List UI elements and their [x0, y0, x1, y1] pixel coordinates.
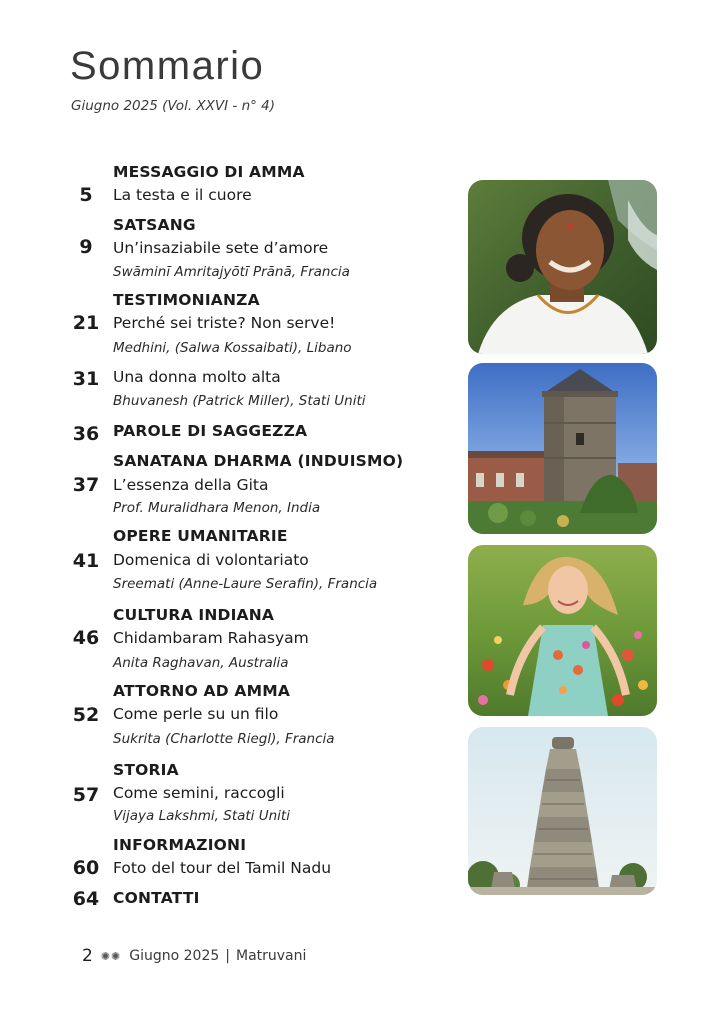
toc-section-title: MESSAGGIO DI AMMA	[113, 163, 305, 181]
toc-page-number: 9	[79, 236, 93, 258]
temple-gopuram-photo	[468, 727, 657, 895]
page-footer	[82, 946, 306, 966]
footer-magazine-name: Matruvani	[236, 948, 307, 964]
footer-date: Giugno 2025	[129, 948, 220, 964]
toc-article-title: Come semini, raccogli	[113, 784, 285, 802]
footer-separator: |	[225, 948, 230, 964]
footer-page-number: 2	[82, 946, 93, 966]
toc-author: Sreemati (Anne-Laure Serafin), Francia	[113, 576, 378, 592]
toc-article-title: Chidambaram Rahasyam	[113, 629, 309, 647]
toc-article-title: Domenica di volontariato	[113, 551, 309, 569]
toc-section-title: SATSANG	[113, 216, 196, 234]
toc-page-number: 64	[72, 888, 100, 910]
girl-in-flower-field-photo	[468, 545, 657, 716]
toc-section-title: TESTIMONIANZA	[113, 291, 260, 309]
toc-author: Bhuvanesh (Patrick Miller), Stati Uniti	[113, 393, 366, 409]
stone-tower-photo	[468, 363, 657, 534]
toc-page-number: 21	[72, 312, 100, 334]
toc-article-title: La testa e il cuore	[113, 186, 252, 204]
toc-section-title: STORIA	[113, 761, 179, 779]
toc-page-number: 36	[72, 423, 100, 445]
toc-article-title: Una donna molto alta	[113, 368, 281, 386]
toc-section-title: OPERE UMANITARIE	[113, 527, 288, 545]
toc-page-number: 46	[72, 627, 100, 649]
toc-section-title: PAROLE DI SAGGEZZA	[113, 422, 308, 440]
toc-article-title: Come perle su un filo	[113, 705, 279, 723]
toc-author: Swāminī Amritajyōtī Prānā, Francia	[113, 264, 350, 280]
toc-page-number: 5	[79, 184, 93, 206]
footer-ornament-icon: ✺✺	[100, 949, 122, 963]
toc-page-number: 52	[72, 704, 100, 726]
toc-article-title: Perché sei triste? Non serve!	[113, 314, 336, 332]
toc-page-number: 60	[72, 857, 100, 879]
toc-author: Anita Raghavan, Australia	[113, 655, 289, 671]
toc-section-title: CONTATTI	[113, 889, 200, 907]
toc-author: Sukrita (Charlotte Riegl), Francia	[113, 731, 335, 747]
page-title: Sommario	[70, 44, 265, 88]
toc-section-title: ATTORNO AD AMMA	[113, 682, 291, 700]
toc-page-number: 57	[72, 784, 100, 806]
toc-article-title: Un’insaziabile sete d’amore	[113, 239, 329, 257]
toc-section-title: INFORMAZIONI	[113, 836, 247, 854]
toc-page-number: 37	[72, 474, 100, 496]
toc-article-title: L’essenza della Gita	[113, 476, 269, 494]
toc-section-title: SANATANA DHARMA (INDUISMO)	[113, 452, 404, 470]
toc-author: Prof. Muralidhara Menon, India	[113, 500, 321, 516]
toc-article-title: Foto del tour del Tamil Nadu	[113, 859, 332, 877]
toc-author: Vijaya Lakshmi, Stati Uniti	[113, 808, 290, 824]
toc-page-number: 31	[72, 368, 100, 390]
toc-page-number: 41	[72, 550, 100, 572]
issue-subtitle: Giugno 2025 (Vol. XXVI - n° 4)	[71, 98, 276, 114]
amma-portrait-photo	[468, 180, 657, 354]
toc-author: Medhini, (Salwa Kossaibati), Libano	[113, 340, 352, 356]
toc-section-title: CULTURA INDIANA	[113, 606, 275, 624]
